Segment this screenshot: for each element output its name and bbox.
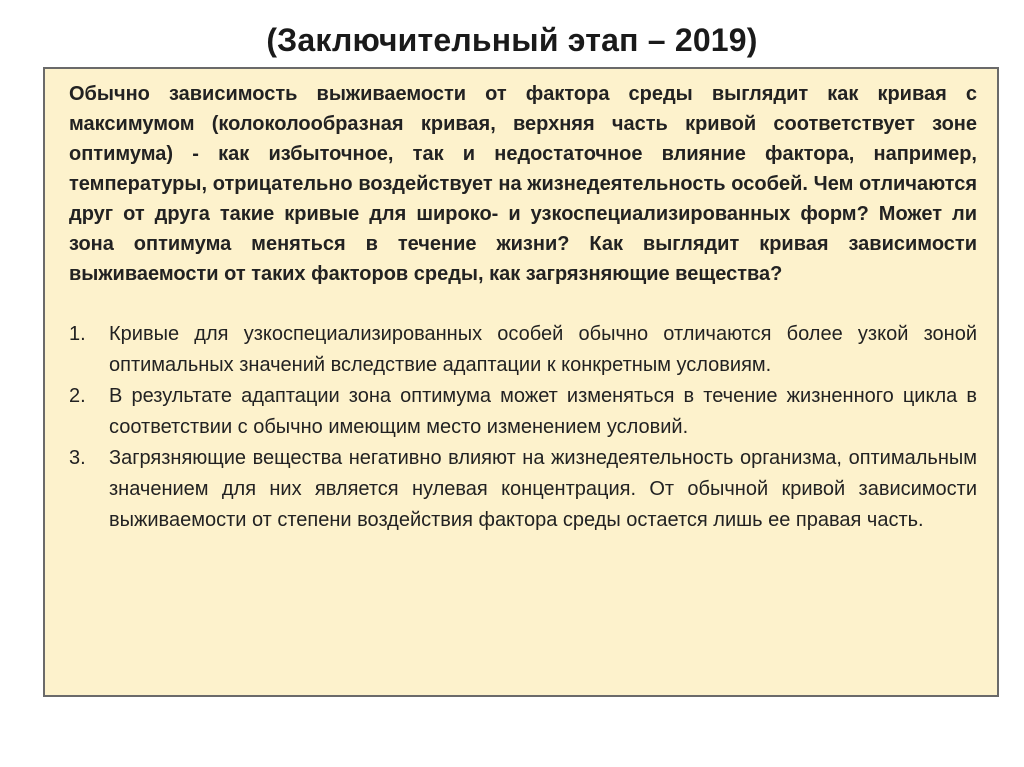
answer-number: 3. bbox=[69, 447, 86, 469]
answer-item bbox=[69, 381, 977, 443]
content-box bbox=[43, 67, 999, 697]
answer-number: 2. bbox=[69, 385, 86, 407]
answer-number: 1. bbox=[69, 323, 86, 345]
answer-text: В результате адаптации зона оптимума может изменяться в течение жизненного цикла в соответствии с обычно имеющим место изменением условий. bbox=[109, 385, 977, 438]
answer-item bbox=[69, 443, 977, 536]
slide-title: (Заключительный этап – 2019) bbox=[266, 22, 758, 58]
answer-text: Загрязняющие вещества негативно влияют на жизнедеятельность организма, оптимальным значением для них является нулевая концентрация. От обычной кривой зависимости выживаемости от степени воздействия фактора среды остается лишь ее правая часть. bbox=[109, 447, 977, 531]
answer-text: Кривые для узкоспециализированных особей обычно отличаются более узкой зоной оптимальных значений вследствие адаптации к конкретным условиям. bbox=[109, 323, 977, 376]
answer-item bbox=[69, 319, 977, 381]
answer-list bbox=[69, 319, 977, 536]
question-text: Обычно зависимость выживаемости от фактора среды выглядит как кривая с максимумом (колоколообразная кривая, верхняя часть кривой соответствует зоне оптимума) - как избыточное, так и недостаточное влияние фактора, например, температуры, отрицательно воздействует на жизнедеятельность особей. Чем отличаются друг от друга такие кривые для широко- и узкоспециализированных форм? Может ли зона оптимума меняться в течение жизни? Как выглядит кривая зависимости выживаемости от таких факторов среды, как загрязняющие вещества? bbox=[69, 83, 977, 285]
